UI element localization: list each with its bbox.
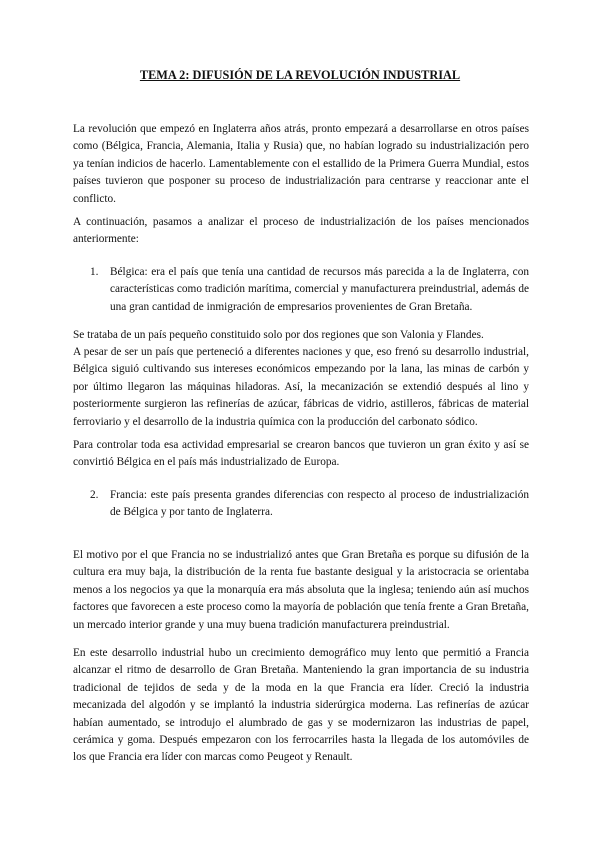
belgium-banks-paragraph: Para controlar toda esa actividad empresarial se crearon bancos que tuvieron un gran éxito y así se convirtió Bélgica en el país más industrializado de Europa.: [73, 439, 529, 469]
list-item-france: Francia: este país presenta grandes diferencias con respecto al proceso de industrialización de Bélgica y por tanto de Inglaterra.: [110, 489, 529, 519]
list-item-number: 2.: [90, 489, 99, 501]
belgium-regions-paragraph: Se trataba de un país pequeño constituido solo por dos regiones que son Valonia y Flandes.: [73, 329, 484, 341]
document-title: TEMA 2: DIFUSIÓN DE LA REVOLUCIÓN INDUSTRIAL: [139, 68, 461, 82]
france-development-paragraph: En este desarrollo industrial hubo un crecimiento demográfico muy lento que permitió a Francia alcanzar el ritmo de desarrollo de Gran Bretaña. Manteniendo la gran importancia de su industria tradicional de tejidos de seda y de la moda en la que Francia era líder. Creció la industria mecanizada del algodón y se implantó la industria siderúrgica moderna. Las refinerías de azúcar habían aumentado, se introdujo el alumbrado de gas y se modernizaron las industrias de papel, cerámica y goma. Después empezaron con los ferrocarriles hasta la llegada de los automóviles de los que Francia era líder con marcas como Peugeot y Renault.: [73, 647, 529, 764]
list-item-number: 1.: [90, 266, 99, 278]
list-item-belgium: Bélgica: era el país que tenía una cantidad de recursos más parecida a la de Inglaterra, con características como tradición marítima, comercial y manufacturera preindustrial, además de una gran cantidad de inmigración de empresarios provenientes de Gran Bretaña.: [110, 266, 529, 313]
intro-paragraph: La revolución que empezó en Inglaterra años atrás, pronto empezará a desarrollarse en otros países como (Bélgica, Francia, Alemania, Italia y Rusia) que, no habían logrado su industrialización pero ya tenían indicios de hacerlo. Lamentablemente con el estallido de la Primera Guerra Mundial, estos países tuvieron que posponer su proceso de industrialización para centrarse y reaccionar ante el conflicto.: [73, 123, 529, 205]
belgium-industry-paragraph: A pesar de ser un país que perteneció a diferentes naciones y que, eso frenó su desarrollo industrial, Bélgica siguió cultivando sus intereses económicos empezando por la lana, las minas de carbón y por último llegaron las máquinas hiladoras. Así, la mecanización se extendió después al lino y posteriormente surgieron las refinerías de azúcar, fábricas de vidrio, astilleros, fábricas de material ferroviario y el desarrollo de la industria química con la producción del carbonato sódico.: [73, 346, 529, 428]
france-reasons-paragraph: El motivo por el que Francia no se industrializó antes que Gran Bretaña es porque su difusión de la cultura era muy baja, la distribución de la renta fue bastante desigual y la aristocracia se orientaba menos a los negocios ya que la monarquía era más absoluta que la inglesa; teniendo aún así muchos factores que favorecen a este proceso como la mayoría de población que tenía frente a Gran Bretaña, un mercado interior grande y una muy buena tradición manufacturera preindustrial.: [73, 549, 529, 631]
transition-paragraph: A continuación, pasamos a analizar el proceso de industrialización de los países mencionados anteriormente:: [73, 216, 529, 246]
